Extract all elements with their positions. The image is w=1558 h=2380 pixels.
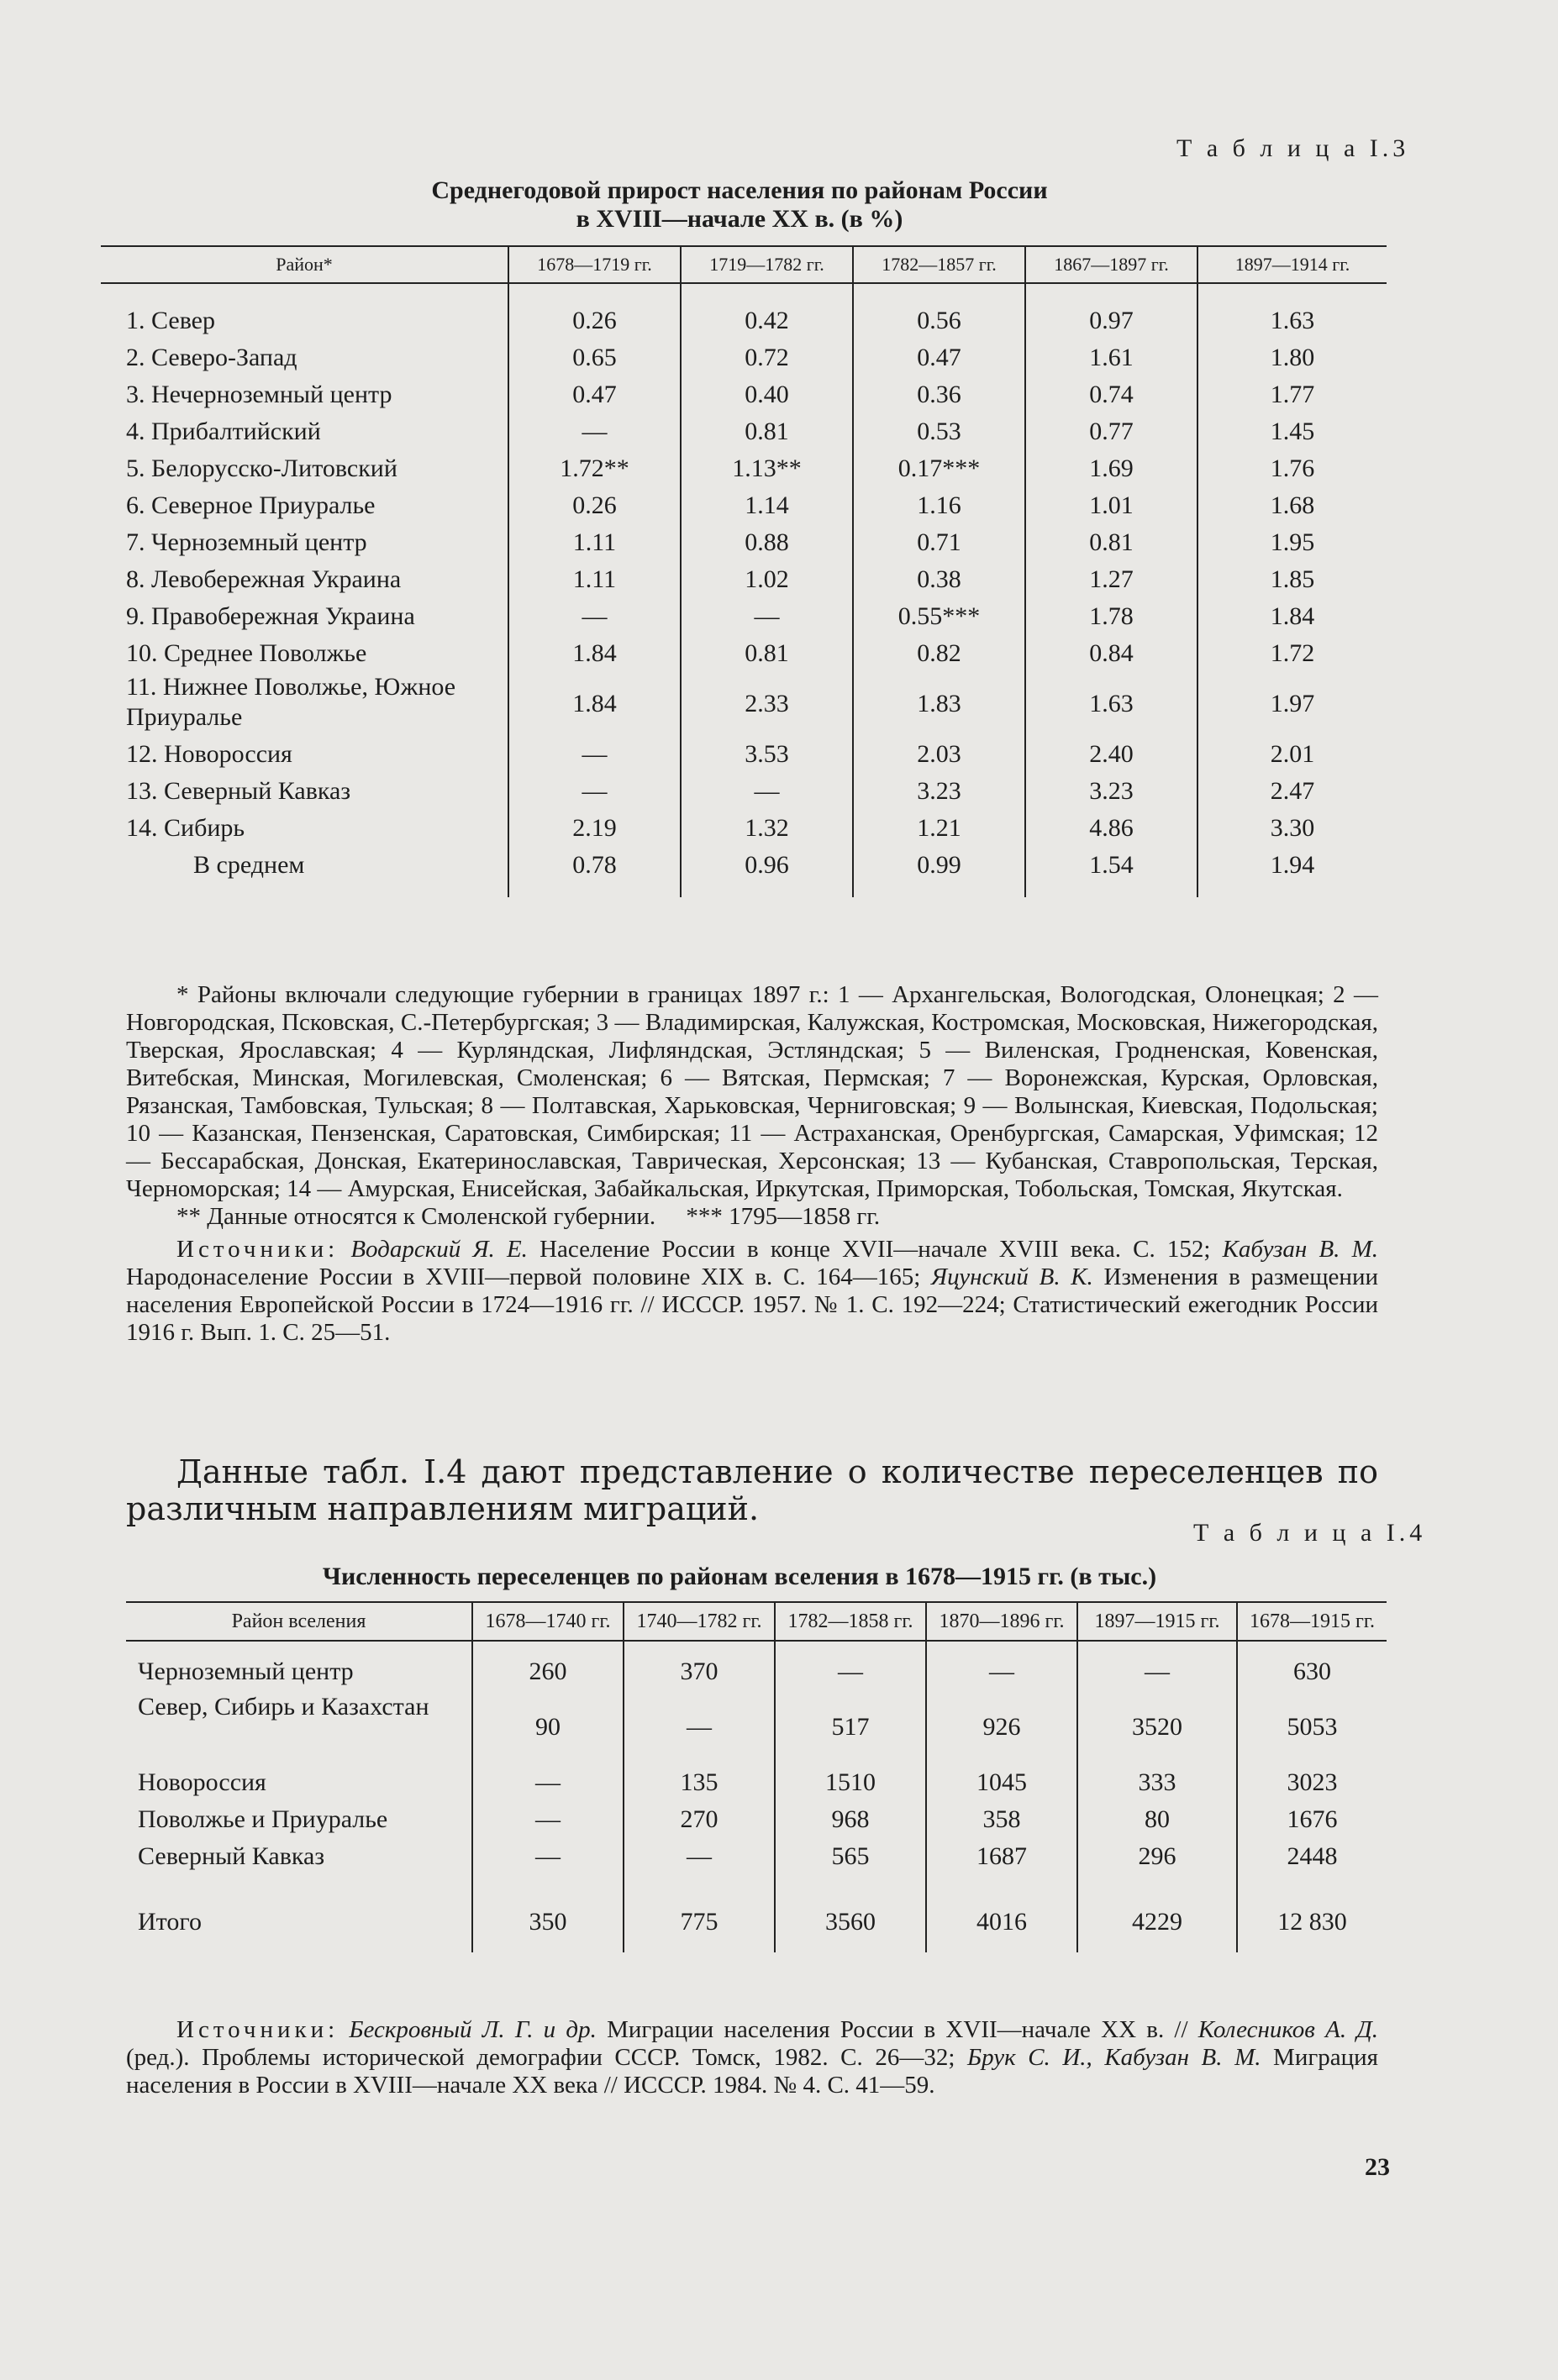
table-row <box>101 487 1387 524</box>
table-row <box>101 810 1387 847</box>
table-cell: 0.81 <box>681 635 853 672</box>
table-cell: — <box>681 598 853 635</box>
table-row <box>101 283 1387 339</box>
row-label: 9. Правобережная Украина <box>126 602 415 630</box>
table-cell: 0.26 <box>508 487 681 524</box>
table-cell: 3560 <box>775 1875 926 1952</box>
table-cell: 1.72 <box>1197 635 1387 672</box>
row-label: 1. Север <box>126 307 215 334</box>
table-cell: 90 <box>472 1690 624 1764</box>
column-header: 1782—1858 гг. <box>775 1602 926 1641</box>
migrants-table <box>126 1601 1387 1952</box>
table-cell: 2448 <box>1237 1838 1387 1875</box>
row-label: 3. Нечерноземный центр <box>126 381 392 408</box>
table-cell: 0.40 <box>681 376 853 413</box>
column-header: 1867—1897 гг. <box>1025 246 1197 283</box>
table-cell: — <box>472 1764 624 1801</box>
row-label: Поволжье и Приуралье <box>138 1805 388 1833</box>
table-cell: 1.54 <box>1025 847 1197 897</box>
table-cell: 1.02 <box>681 561 853 598</box>
table-cell: 80 <box>1077 1801 1237 1838</box>
table-cell: 1.95 <box>1197 524 1387 561</box>
row-label: 8. Левобережная Украина <box>126 565 402 593</box>
table-cell: 1.85 <box>1197 561 1387 598</box>
table-cell: 0.99 <box>853 847 1025 897</box>
table-caption-1-4: Т а б л и ц а I.4 <box>1193 1519 1427 1547</box>
table-cell: — <box>624 1690 775 1764</box>
column-header: Район* <box>101 246 508 283</box>
row-label: 11. Нижнее Поволжье, Южное Приуралье <box>126 673 456 731</box>
table-cell: — <box>681 773 853 810</box>
table-cell: — <box>775 1641 926 1690</box>
column-header: 1870—1896 гг. <box>926 1602 1077 1641</box>
table-cell: 0.56 <box>853 283 1025 339</box>
table-cell: 0.88 <box>681 524 853 561</box>
source-author: Брук С. И., Кабузан В. М. <box>966 2044 1261 2071</box>
column-header: 1782—1857 гг. <box>853 246 1025 283</box>
column-header: 1678—1740 гг. <box>472 1602 624 1641</box>
table-cell: 1.63 <box>1025 672 1197 736</box>
table-cell: — <box>508 413 681 450</box>
row-label: 7. Черноземный центр <box>126 528 367 556</box>
table-cell: 350 <box>472 1875 624 1952</box>
row-label: Северный Кавказ <box>138 1842 325 1870</box>
table-cell: 1.01 <box>1025 487 1197 524</box>
table-cell: 1.16 <box>853 487 1025 524</box>
table-row <box>101 635 1387 672</box>
table-cell: 2.33 <box>681 672 853 736</box>
table-cell: 1.84 <box>1197 598 1387 635</box>
row-label: 14. Сибирь <box>126 814 245 842</box>
table-1-4-notes <box>126 2016 1378 2099</box>
row-label: 12. Новороссия <box>126 740 292 768</box>
table-cell: 630 <box>1237 1641 1387 1690</box>
table-row <box>101 524 1387 561</box>
table-cell: 1.78 <box>1025 598 1197 635</box>
table-cell: — <box>508 773 681 810</box>
table-cell: 3.23 <box>1025 773 1197 810</box>
table-cell: 0.65 <box>508 339 681 376</box>
population-growth-table <box>101 245 1387 897</box>
table-cell: 1.63 <box>1197 283 1387 339</box>
table-cell: 0.81 <box>1025 524 1197 561</box>
source-author: Водарский Я. Е. <box>350 1236 528 1263</box>
row-label: Новороссия <box>138 1768 266 1796</box>
row-label: 5. Белорусско-Литовский <box>126 454 397 482</box>
table-cell: 1.84 <box>508 672 681 736</box>
table-row <box>101 736 1387 773</box>
body-paragraph-text: Данные табл. I.4 дают представление о количестве переселенцев по различным направлениям миграций. <box>126 1453 1378 1527</box>
table-cell: 3023 <box>1237 1764 1387 1801</box>
table-row <box>101 672 1387 736</box>
table-cell: 0.26 <box>508 283 681 339</box>
table-cell: 0.53 <box>853 413 1025 450</box>
table-cell: 1.61 <box>1025 339 1197 376</box>
table-cell: 1676 <box>1237 1801 1387 1838</box>
source-text: Изменения в размещении населения Европейской России в 1724—1916 гг. // ИССCР. 1957. № 1. С. 192—224; Статистический ежегодник России 1916 г. Вып. 1. С. 25—51. <box>126 1264 1378 1346</box>
sources-1-4 <box>126 2016 1378 2099</box>
table-cell: 1.13** <box>681 450 853 487</box>
table-cell: — <box>508 736 681 773</box>
source-author: Бескровный Л. Г. и др. <box>349 2016 597 2043</box>
table-title-1-3-line2: в XVIII—начале XX в. (в %) <box>576 205 903 233</box>
table-header-row <box>101 246 1387 283</box>
table-cell: 0.42 <box>681 283 853 339</box>
column-header: Район вселения <box>126 1602 472 1641</box>
table-cell: 3.53 <box>681 736 853 773</box>
table-cell: 0.71 <box>853 524 1025 561</box>
table-cell: 3520 <box>1077 1690 1237 1764</box>
table-cell: 2.47 <box>1197 773 1387 810</box>
table-cell: 1.83 <box>853 672 1025 736</box>
table-cell: 12 830 <box>1237 1875 1387 1952</box>
body-paragraph <box>126 1453 1378 1527</box>
table-cell: 2.19 <box>508 810 681 847</box>
row-label: 13. Северный Кавказ <box>126 777 351 805</box>
table-cell: 968 <box>775 1801 926 1838</box>
table-cell: 4016 <box>926 1875 1077 1952</box>
row-label: В среднем <box>193 851 305 879</box>
table-cell: — <box>508 598 681 635</box>
table-cell: 296 <box>1077 1838 1237 1875</box>
table-cell: 1.11 <box>508 561 681 598</box>
table-cell: 0.82 <box>853 635 1025 672</box>
footnote-2: ** Данные относятся к Смоленской губернии. <box>176 1203 656 1230</box>
table-cell: 0.81 <box>681 413 853 450</box>
table-cell: — <box>472 1838 624 1875</box>
footnote-regions: * Районы включали следующие губернии в границах 1897 г.: 1 — Архангельская, Вологодская, Олонецкая; 2 — Новгородская, Псковская, С.-Петербургская; 3 — Владимирская, Калужская, Костромская, Московская, Нижегородская, Тверская, Ярославская; 4 — Курляндская, Лифляндская, Эстляндская; 5 — Виленская, Гродненская, Ковенская, Витебская, Минская, Могилевская, Смоленская; 6 — Вятская, Пермская; 7 — Воронежская, Курская, Орловская, Рязанская, Тамбовская, Тульская; 8 — Полтавская, Харьковская, Черниговская; 9 — Волынская, Киевская, Подольская; 10 — Казанская, Пензенская, Саратовская, Симбирская; 11 — Астраханская, Оренбургская, Самарская, Уфимская; 12 — Бессарабская, Донская, Екатеринославская, Таврическая, Херсонская; 13 — Кубанская, Ставропольская, Терская, Черноморская; 14 — Амурская, Енисейская, Забайкальская, Иркутская, Приморская, Тобольская, Томская, Якутская. <box>126 981 1378 1202</box>
source-text: Миграция населения в России в XVIII—начале XX века // ИССCР. 1984. № 4. С. 41—59. <box>126 2044 1379 2099</box>
sources-1-3 <box>126 1236 1378 1347</box>
column-header: 1678—1719 гг. <box>508 246 681 283</box>
table-1-3-notes <box>126 981 1378 1347</box>
table-title-1-3-line1: Среднегодовой прирост населения по районам России <box>431 176 1048 204</box>
table-title-1-4: Численность переселенцев по районам вселения в 1678—1915 гг. (в тыс.) <box>322 1563 1157 1590</box>
table-caption-1-3: Т а б л и ц а I.3 <box>1176 134 1410 162</box>
table-cell: 0.78 <box>508 847 681 897</box>
table-cell: — <box>472 1801 624 1838</box>
table-cell: 333 <box>1077 1764 1237 1801</box>
table-cell: 270 <box>624 1801 775 1838</box>
row-label: Черноземный центр <box>138 1658 354 1685</box>
table-row <box>101 376 1387 413</box>
table-cell: 1.68 <box>1197 487 1387 524</box>
source-author: Колесников А. Д. <box>1197 2016 1379 2043</box>
table-cell: 1.27 <box>1025 561 1197 598</box>
column-header: 1678—1915 гг. <box>1237 1602 1387 1641</box>
table-cell: 0.47 <box>853 339 1025 376</box>
table-row <box>126 1838 1387 1875</box>
table-cell: 370 <box>624 1641 775 1690</box>
table-cell: 0.47 <box>508 376 681 413</box>
table-row <box>101 847 1387 897</box>
column-header: 1897—1914 гг. <box>1197 246 1387 283</box>
table-cell: 926 <box>926 1690 1077 1764</box>
table-cell: 3.23 <box>853 773 1025 810</box>
footnote-3: *** 1795—1858 гг. <box>686 1203 881 1230</box>
table-cell: 1.77 <box>1197 376 1387 413</box>
table-cell: 0.84 <box>1025 635 1197 672</box>
table-cell: 4229 <box>1077 1875 1237 1952</box>
table-cell: 1.80 <box>1197 339 1387 376</box>
table-row <box>101 339 1387 376</box>
column-header: 1740—1782 гг. <box>624 1602 775 1641</box>
table-cell: 0.36 <box>853 376 1025 413</box>
row-label: 2. Северо-Запад <box>126 344 297 371</box>
table-cell: 260 <box>472 1641 624 1690</box>
table-cell: 1.21 <box>853 810 1025 847</box>
table-row <box>126 1690 1387 1764</box>
row-label: 10. Среднее Поволжье <box>126 639 367 667</box>
table-cell: 775 <box>624 1875 775 1952</box>
table-cell: 0.72 <box>681 339 853 376</box>
table-row <box>126 1641 1387 1690</box>
sources-label: Источники: <box>176 1236 339 1263</box>
table-cell: 5053 <box>1237 1690 1387 1764</box>
table-row <box>101 773 1387 810</box>
table-row <box>126 1875 1387 1952</box>
table-cell: 4.86 <box>1025 810 1197 847</box>
source-text: Народонаселение России в XVIII—первой половине XIX в. С. 164—165; <box>126 1264 932 1290</box>
table-cell: 2.01 <box>1197 736 1387 773</box>
column-header: 1897—1915 гг. <box>1077 1602 1237 1641</box>
row-label: Итого <box>138 1908 202 1936</box>
table-cell: 3.30 <box>1197 810 1387 847</box>
table-cell: 517 <box>775 1690 926 1764</box>
table-cell: 1.11 <box>508 524 681 561</box>
table-row <box>126 1801 1387 1838</box>
sources-label: Источники: <box>176 2016 339 2043</box>
table-cell: 1.69 <box>1025 450 1197 487</box>
table-cell: 1.76 <box>1197 450 1387 487</box>
table-cell: 0.74 <box>1025 376 1197 413</box>
table-cell: 0.96 <box>681 847 853 897</box>
table-row <box>101 450 1387 487</box>
row-label: 4. Прибалтийский <box>126 418 321 445</box>
table-cell: 1.97 <box>1197 672 1387 736</box>
table-cell: — <box>926 1641 1077 1690</box>
row-label: 6. Северное Приуралье <box>126 491 376 519</box>
table-cell: 2.03 <box>853 736 1025 773</box>
source-text: Население России в конце XVII—начале XVIII века. С. 152; <box>527 1236 1223 1263</box>
table-cell: 0.97 <box>1025 283 1197 339</box>
table-cell: 2.40 <box>1025 736 1197 773</box>
table-header-row <box>126 1602 1387 1641</box>
source-author: Яцунский В. К. <box>931 1264 1093 1290</box>
table-cell: 1510 <box>775 1764 926 1801</box>
table-cell: 1.45 <box>1197 413 1387 450</box>
table-cell: 1.94 <box>1197 847 1387 897</box>
table-cell: 1.32 <box>681 810 853 847</box>
table-cell: 1.14 <box>681 487 853 524</box>
table-row <box>101 413 1387 450</box>
source-text: (ред.). Проблемы исторической демографии СССР. Томск, 1982. С. 26—32; <box>126 2044 967 2071</box>
table-cell: 358 <box>926 1801 1077 1838</box>
page-number: 23 <box>1365 2153 1390 2181</box>
table-cell: — <box>1077 1641 1237 1690</box>
table-cell: 0.38 <box>853 561 1025 598</box>
table-cell: 1687 <box>926 1838 1077 1875</box>
table-title-1-3 <box>118 176 1361 234</box>
table-cell: 1.84 <box>508 635 681 672</box>
table-cell: 0.77 <box>1025 413 1197 450</box>
table-cell: 135 <box>624 1764 775 1801</box>
column-header: 1719—1782 гг. <box>681 246 853 283</box>
table-cell: 0.55*** <box>853 598 1025 635</box>
table-cell: 565 <box>775 1838 926 1875</box>
table-cell: 0.17*** <box>853 450 1025 487</box>
table-cell: 1.72** <box>508 450 681 487</box>
source-author: Кабузан В. М. <box>1222 1236 1379 1263</box>
table-row <box>126 1764 1387 1801</box>
table-row <box>101 598 1387 635</box>
row-label: Север, Сибирь и Казахстан <box>138 1693 429 1721</box>
source-text: Миграции населения России в XVII—начале XX в. // <box>596 2016 1198 2043</box>
table-row <box>101 561 1387 598</box>
footnote-smolensk <box>126 1203 1378 1231</box>
table-cell: 1045 <box>926 1764 1077 1801</box>
table-cell: — <box>624 1838 775 1875</box>
